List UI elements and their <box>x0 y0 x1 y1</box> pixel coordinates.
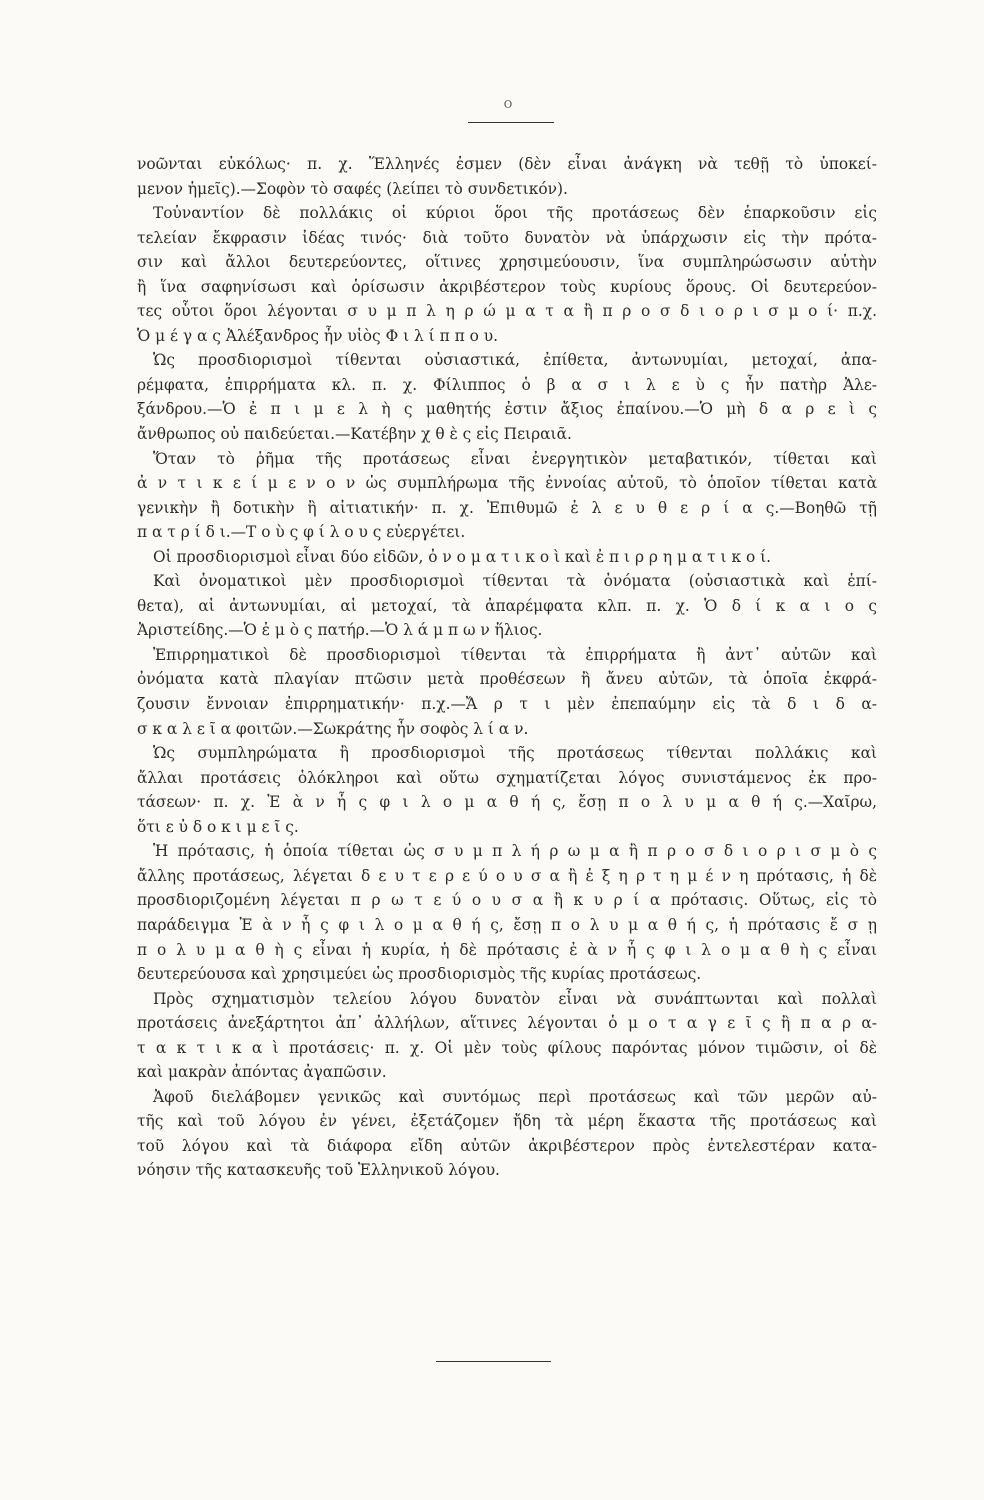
text-line: Ὡς προσδιορισμοὶ τίθενται οὐσιαστικά, ἐπίθετα, ἀντωνυμίαι, μετοχαί, ἀπα- <box>153 351 877 370</box>
text-line: ἄλλης προτάσεως, λέγεται δ ε υ τ ε ρ ε ύ ο υ σ α ἢ ἐ ξ η ρ τ η μ έ ν η πρότασις, ἡ δὲ <box>137 866 877 885</box>
text-line: ξάνδρου.—Ὁ ἐ π ι μ ε λ ὴ ς μαθητής ἐστιν ἄξιος ἐπαίνου.—Ὁ μὴ δ α ρ ε ὶ ς <box>137 400 877 419</box>
text-line: τάσεων· π. χ. Ἐ ὰ ν ἧ ς φ ι λ ο μ α θ ή ς, ἔσῃ π ο λ υ μ α θ ή ς.—Χαῖρω, <box>137 793 877 812</box>
text-line: ρέμφατα, ἐπιρρήματα κλ. π. χ. Φίλιππος ὁ β α σ ι λ ε ὺ ς ἦν πατὴρ Ἀλε- <box>137 375 877 394</box>
text-line: ὅτι ε ὐ δ ο κ ι μ ε ῖ ς. <box>137 817 299 836</box>
text-line: Ὡς συμπληρώματα ἢ προσδιορισμοὶ τῆς προτάσεως τίθενται πολλάκις καὶ <box>153 744 877 763</box>
text-line: ζουσιν ἔννοιαν ἐπιρρηματικήν· π.χ.—Ἄ ρ τ ι μὲν ἐπεπαύμην εἰς τὰ δ ι δ α- <box>137 695 877 714</box>
text-line: προτάσεις ἀνεξάρτητοι ἀπ᾽ ἀλλήλων, αἵτινες λέγονται ὁ μ ο τ α γ ε ῖ ς ἢ π α ρ α- <box>137 1014 877 1033</box>
text-line: ἢ ἵνα σαφηνίσωσι καὶ ὁρίσωσιν ἀκριβέστερον τοὺς κυρίους ὅρους. Οἱ δευτερεύον- <box>137 277 877 296</box>
text-line: νόησιν τῆς κατασκευῆς τοῦ Ἑλληνικοῦ λόγου. <box>137 1161 500 1180</box>
text-line: Οἱ προσδιορισμοὶ εἶναι δύο εἰδῶν, ὀ ν ο μ α τ ι κ ο ὶ καὶ ἐ π ι ρ ρ η μ α τ ι κ ο ί. <box>153 547 772 566</box>
text-line: Ὅταν τὸ ῥῆμα τῆς προτάσεως εἶναι ἐνεργητικὸν μεταβατικόν, τίθεται καὶ <box>153 449 877 468</box>
body-text <box>137 152 877 1183</box>
bottom-rule <box>436 1361 551 1362</box>
text-line: Ἡ πρότασις, ἡ ὁποία τίθεται ὡς σ υ μ π λ ή ρ ω μ α ἢ π ρ ο σ δ ι ο ρ ι σ μ ὸ ς <box>153 842 877 861</box>
text-line: τες οὗτοι ὅροι λέγονται σ υ μ π λ η ρ ώ μ α τ α ἢ π ρ ο σ δ ι ο ρ ι σ μ ο ί· π.χ. <box>137 302 877 321</box>
text-line: Ὁ μ έ γ α ς Ἀλέξανδρος ἦν υἱὸς Φ ι λ ί π π ο υ. <box>137 326 498 345</box>
text-line: ἄνθρωπος οὐ παιδεύεται.—Κατέβην χ θ ὲ ς εἰς Πειραιᾶ. <box>137 425 572 444</box>
text-line: σιν καὶ ἄλλοι δευτερεύοντες, οἵτινες χρησιμεύουσιν, ἵνα συμπληρώσωσιν αὐτὴν <box>137 253 877 272</box>
text-line: προσδιοριζομένη λέγεται π ρ ω τ ε ύ ο υ σ α ἢ κ υ ρ ί α πρότασις. Οὕτως, εἰς τὸ <box>137 891 877 910</box>
text-line: νοῶνται εὐκόλως· π. χ. Ἕλληνές ἐσμεν (δὲν εἶναι ἀνάγκη νὰ τεθῇ τὸ ὑποκεί- <box>137 155 877 173</box>
text-line: ἀ ν τ ι κ ε ί μ ε ν ο ν ὡς συμπλήρωμα τῆς ἐννοίας αὐτοῦ, τὸ ὁποῖον τίθεται κατὰ <box>137 474 877 493</box>
text-line: τελείαν ἔκφρασιν ἰδέας τινός· διὰ τοῦτο δυνατὸν νὰ ὑπάρχωσιν εἰς τὴν πρότα- <box>137 228 877 247</box>
text-line: ἄλλαι προτάσεις ὁλόκληροι καὶ οὕτω σχηματίζεται λόγος συνιστάμενος ἐκ προ- <box>137 768 877 787</box>
text-line: π α τ ρ ί δ ι.—Τ ο ὺ ς φ ί λ ο υ ς εὐεργέτει. <box>137 523 466 542</box>
top-rule <box>468 122 554 123</box>
text-line: Ἀφοῦ διελάβομεν γενικῶς καὶ συντόμως περὶ προτάσεως καὶ τῶν μερῶν αὐ- <box>153 1087 877 1106</box>
text-line: γενικὴν ἢ δοτικὴν ἢ αἰτιατικήν· π. χ. Ἐπιθυμῶ ἐ λ ε υ θ ε ρ ί α ς.—Βοηθῶ τῇ <box>137 498 877 517</box>
text-line: Τοὐναντίον δὲ πολλάκις οἱ κύριοι ὅροι τῆς προτάσεως δὲν ἐπαρκοῦσιν εἰς <box>153 204 877 223</box>
text-line: Πρὸς σχηματισμὸν τελείου λόγου δυνατὸν εἶναι νὰ συνάπτωνται καὶ πολλαὶ <box>153 989 877 1008</box>
text-line: π ο λ υ μ α θ ὴ ς εἶναι ἡ κυρία, ἡ δὲ πρότασις ἐ ὰ ν ἧ ς φ ι λ ο μ α θ ὴ ς εἶναι <box>137 940 877 959</box>
text-line: Καὶ ὀνοματικοὶ μὲν προσδιορισμοὶ τίθενται τὰ ὀνόματα (οὐσιαστικὰ καὶ ἐπί- <box>153 572 877 591</box>
text-line: μενον ἡμεῖς).—Σοφὸν τὸ σαφές (λείπει τὸ συνδετικόν). <box>137 179 568 198</box>
text-line: σ κ α λ ε ῖ α φοιτῶν.—Σωκράτης ἦν σοφὸς λ ί α ν. <box>137 719 529 738</box>
text-line: τ α κ τ ι κ α ὶ προτάσεις· π. χ. Οἱ μὲν τοὺς φίλους παρόντας μόνον τιμῶσιν, οἱ δὲ <box>137 1038 877 1057</box>
text-line: θετα), αἱ ἀντωνυμίαι, αἱ μετοχαί, τὰ ἀπαρέμφατα κλπ. π. χ. Ὁ δ ί κ α ι ο ς <box>137 596 877 615</box>
text-line: δευτερεύουσα καὶ χρησιμεύει ὡς προσδιορισμὸς τῆς κυρίας προτάσεως. <box>137 965 702 984</box>
text-line: καὶ μακρὰν ἀπόντας ἀγαπῶσιν. <box>137 1063 387 1082</box>
page-number: ο <box>503 94 513 112</box>
text-line: Ἐπιρρηματικοὶ δὲ προσδιορισμοὶ τίθενται τὰ ἐπιρρήματα ἢ ἀντ᾽ αὐτῶν καὶ <box>153 645 877 664</box>
text-line: τῆς καὶ τοῦ λόγου ἐν γένει, ἐξετάζομεν ἤδη τὰ μέρη ἕκαστα τῆς προτάσεως καὶ <box>137 1112 877 1131</box>
text-line: τοῦ λόγου καὶ τὰ διάφορα εἴδη αὐτῶν ἀκριβέστερον πρὸς ἐντελεστέραν κατα- <box>137 1136 877 1155</box>
text-line: Ἀριστείδης.—Ὁ ἐ μ ὸ ς πατήρ.—Ὁ λ ά μ π ω ν ἥλιος. <box>137 621 543 640</box>
text-line: ὀνόματα κατὰ πλαγίαν πτῶσιν μετὰ προθέσεων ἢ ἄνευ αὐτῶν, τὰ ὁποῖα ἐκφρά- <box>137 670 877 689</box>
text-line: παράδειγμα Ἐ ὰ ν ἧ ς φ ι λ ο μ α θ ή ς, ἔσῃ π ο λ υ μ α θ ή ς, ἡ πρότασις ἔ σ ῃ <box>137 915 877 934</box>
